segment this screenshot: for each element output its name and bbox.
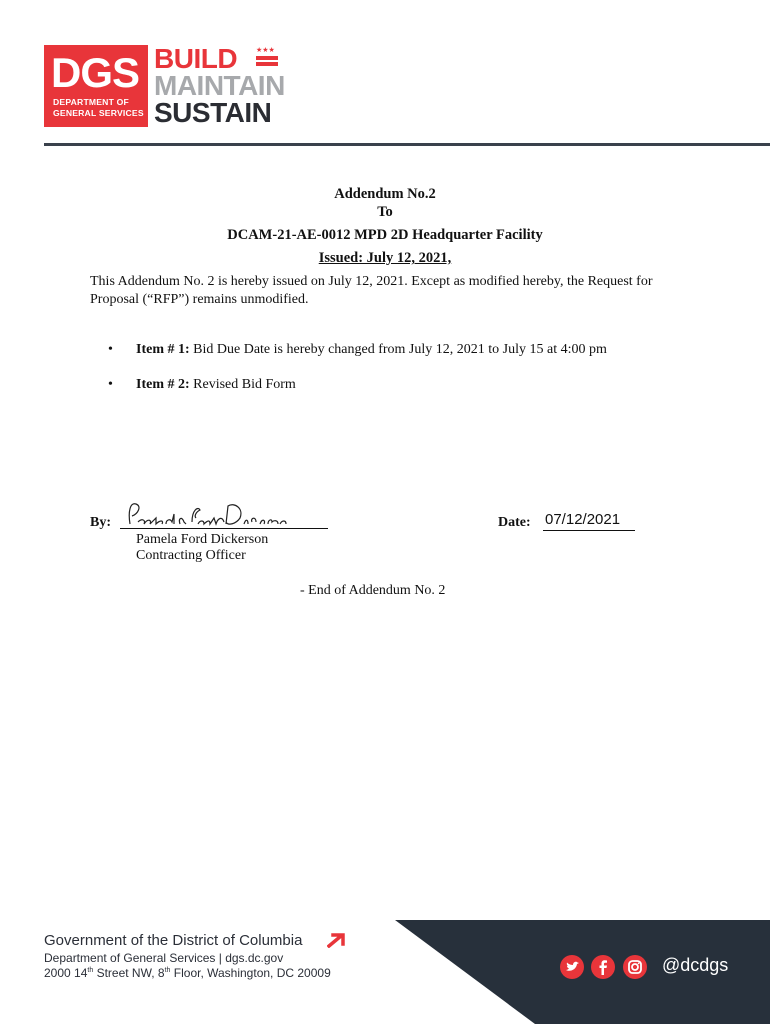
arrow-icon [327, 932, 347, 948]
end-of-addendum: - End of Addendum No. 2 [300, 583, 446, 598]
address-sup2: th [164, 967, 171, 974]
address-mid: Street NW, 8 [93, 966, 165, 980]
logo-dept-line1: DEPARTMENT OF [53, 97, 129, 107]
logo-dept-line2: GENERAL SERVICES [53, 108, 144, 118]
address-sup1: th [87, 967, 94, 974]
gov-title: Government of the District of Columbia [44, 932, 303, 949]
footer-dept-line: Department of General Services | dgs.dc.gov [44, 951, 284, 965]
item-label: Item # 2: [136, 377, 190, 392]
address-prefix: 2000 14 [44, 966, 88, 980]
social-handle[interactable]: @dcdgs [662, 955, 729, 975]
by-label: By: [90, 515, 111, 530]
facebook-icon[interactable] [591, 955, 615, 979]
logo-abbr: DGS [51, 49, 140, 96]
twitter-icon[interactable] [560, 955, 584, 979]
item-text: Revised Bid Form [189, 377, 296, 392]
intro-line1: This Addendum No. 2 is hereby issued on July 12, 2021. Except as modified hereby, the Request for [90, 274, 653, 289]
title-line3: DCAM-21-AE-0012 MPD 2D Headquarter Facility [227, 227, 543, 243]
date-value: 07/12/2021 [545, 511, 621, 528]
item-text: Bid Due Date is hereby changed from July 12, 2021 to July 15 at 4:00 pm [189, 342, 607, 357]
intro-line2: Proposal (“RFP”) remains unmodified. [90, 292, 309, 307]
date-label: Date: [498, 515, 531, 530]
footer-address-line [44, 966, 331, 980]
item-label: Item # 1: [136, 342, 190, 357]
title-line1: Addendum No.2 [334, 186, 436, 202]
logo-build: BUILD [154, 43, 238, 74]
logo-sustain: SUSTAIN [154, 97, 272, 128]
instagram-icon[interactable] [623, 955, 647, 979]
logo-maintain: MAINTAIN [154, 70, 285, 101]
bullet-icon: • [108, 342, 113, 357]
signer-name: Pamela Ford Dickerson [136, 532, 269, 547]
title-line2: To [377, 204, 393, 220]
bullet-icon: • [108, 377, 113, 392]
address-suffix: Floor, Washington, DC 20009 [170, 966, 331, 980]
title-issued: Issued: July 12, 2021, [318, 250, 452, 266]
signer-title: Contracting Officer [136, 548, 246, 563]
flag-stars: ★★★ [256, 46, 275, 54]
